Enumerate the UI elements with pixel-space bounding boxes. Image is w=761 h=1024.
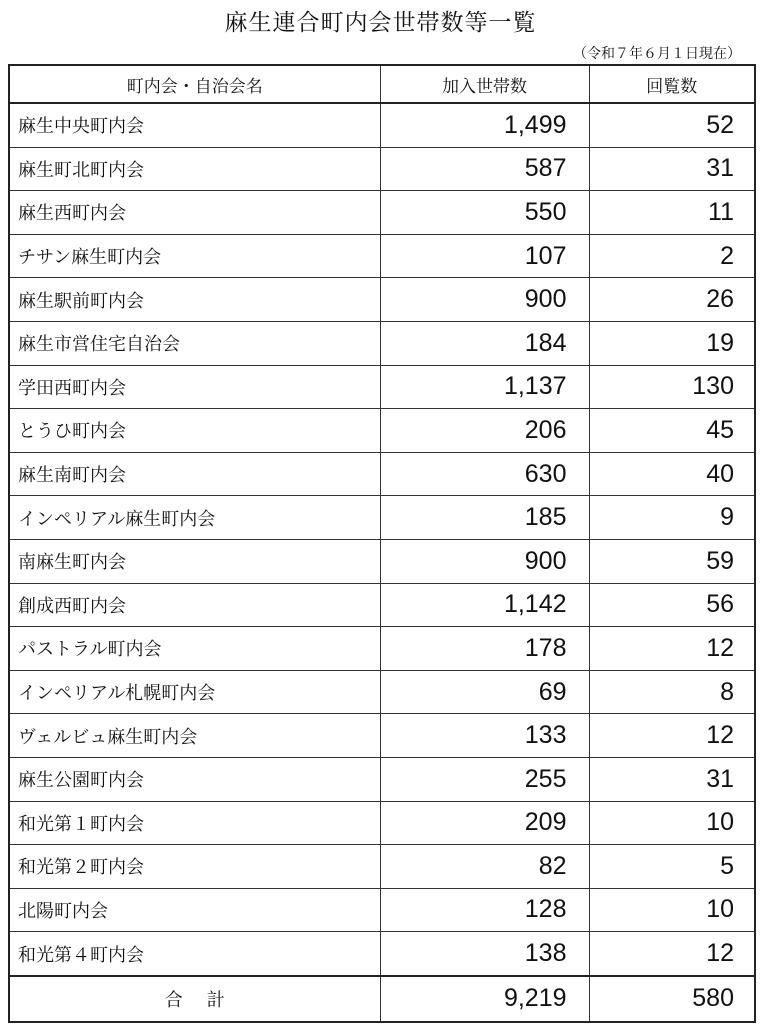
cell-circulation: 31 <box>589 147 755 191</box>
total-households: 9,219 <box>380 976 589 1022</box>
cell-households: 69 <box>380 670 589 714</box>
cell-households: 138 <box>380 932 589 976</box>
table-row <box>9 234 755 278</box>
cell-name: 北陽町内会 <box>9 888 380 932</box>
cell-name: 麻生中央町内会 <box>9 103 380 147</box>
cell-households: 587 <box>380 147 589 191</box>
cell-name: 麻生南町内会 <box>9 452 380 496</box>
cell-circulation: 56 <box>589 583 755 627</box>
cell-circulation: 9 <box>589 496 755 540</box>
cell-circulation: 52 <box>589 103 755 147</box>
cell-name: 和光第２町内会 <box>9 845 380 889</box>
total-circulation: 580 <box>589 976 755 1022</box>
cell-households: 178 <box>380 627 589 671</box>
cell-circulation: 26 <box>589 278 755 322</box>
cell-name: チサン麻生町内会 <box>9 234 380 278</box>
cell-circulation: 31 <box>589 757 755 801</box>
cell-circulation: 45 <box>589 409 755 453</box>
cell-households: 630 <box>380 452 589 496</box>
cell-households: 184 <box>380 321 589 365</box>
table-row <box>9 888 755 932</box>
cell-households: 82 <box>380 845 589 889</box>
table-row <box>9 409 755 453</box>
cell-name: 和光第１町内会 <box>9 801 380 845</box>
table-row <box>9 452 755 496</box>
page-title: 麻生連合町内会世帯数等一覧 <box>224 10 537 36</box>
cell-circulation: 40 <box>589 452 755 496</box>
cell-name: 麻生西町内会 <box>9 191 380 235</box>
cell-circulation: 130 <box>589 365 755 409</box>
cell-name: 南麻生町内会 <box>9 539 380 583</box>
cell-circulation: 10 <box>589 888 755 932</box>
table-row <box>9 539 755 583</box>
cell-name: ヴェルビュ麻生町内会 <box>9 714 380 758</box>
cell-name: とうひ町内会 <box>9 409 380 453</box>
cell-name: 麻生町北町内会 <box>9 147 380 191</box>
cell-name: インペリアル札幌町内会 <box>9 670 380 714</box>
cell-households: 900 <box>380 278 589 322</box>
table-row <box>9 714 755 758</box>
cell-households: 133 <box>380 714 589 758</box>
total-label: 合計 <box>9 976 380 1022</box>
cell-circulation: 10 <box>589 801 755 845</box>
cell-households: 1,137 <box>380 365 589 409</box>
cell-circulation: 5 <box>589 845 755 889</box>
household-table <box>8 64 756 1023</box>
cell-households: 550 <box>380 191 589 235</box>
cell-households: 1,142 <box>380 583 589 627</box>
cell-name: 創成西町内会 <box>9 583 380 627</box>
table-row <box>9 932 755 976</box>
cell-households: 900 <box>380 539 589 583</box>
header-households: 加入世帯数 <box>380 65 589 103</box>
cell-circulation: 59 <box>589 539 755 583</box>
table-row <box>9 365 755 409</box>
cell-households: 185 <box>380 496 589 540</box>
table-row <box>9 845 755 889</box>
table-row <box>9 496 755 540</box>
cell-circulation: 12 <box>589 932 755 976</box>
cell-circulation: 11 <box>589 191 755 235</box>
table-row <box>9 191 755 235</box>
cell-circulation: 8 <box>589 670 755 714</box>
cell-name: 和光第４町内会 <box>9 932 380 976</box>
cell-households: 1,499 <box>380 103 589 147</box>
cell-circulation: 12 <box>589 627 755 671</box>
table-row <box>9 583 755 627</box>
table-row <box>9 321 755 365</box>
cell-households: 209 <box>380 801 589 845</box>
table-row <box>9 627 755 671</box>
header-row <box>9 65 755 103</box>
cell-name: 学田西町内会 <box>9 365 380 409</box>
cell-households: 107 <box>380 234 589 278</box>
cell-name: 麻生公園町内会 <box>9 757 380 801</box>
cell-households: 206 <box>380 409 589 453</box>
cell-households: 255 <box>380 757 589 801</box>
cell-households: 128 <box>380 888 589 932</box>
header-name: 町内会・自治会名 <box>9 65 380 103</box>
table-row <box>9 278 755 322</box>
cell-name: インペリアル麻生町内会 <box>9 496 380 540</box>
table-row <box>9 103 755 147</box>
total-row <box>9 976 755 1022</box>
cell-circulation: 19 <box>589 321 755 365</box>
cell-circulation: 2 <box>589 234 755 278</box>
table-row <box>9 147 755 191</box>
table-row <box>9 670 755 714</box>
cell-name: 麻生駅前町内会 <box>9 278 380 322</box>
cell-name: パストラル町内会 <box>9 627 380 671</box>
cell-name: 麻生市営住宅自治会 <box>9 321 380 365</box>
cell-circulation: 12 <box>589 714 755 758</box>
table-row <box>9 757 755 801</box>
table-row <box>9 801 755 845</box>
date-note: （令和７年６月１日現在） <box>573 46 741 62</box>
header-circulation: 回覧数 <box>589 65 755 103</box>
